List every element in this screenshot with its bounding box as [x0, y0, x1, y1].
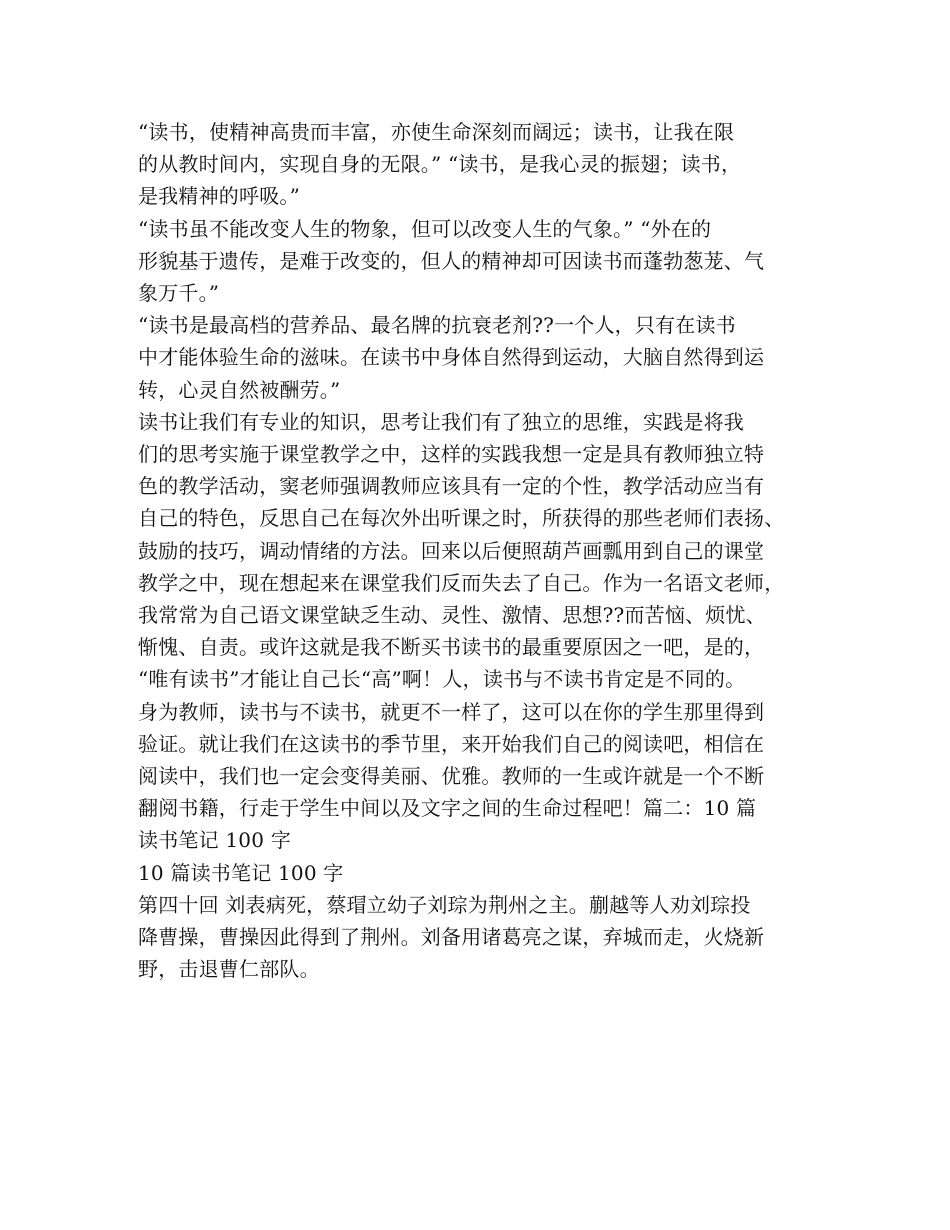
- text-line: “读书是最高档的营养品、最名牌的抗衰老剂??一个人，只有在读书: [138, 313, 736, 338]
- text-line: “读书虽不能改变人生的物象，但可以改变人生的气象。” “外在的: [138, 216, 712, 241]
- text-line: 色的教学活动，窦老师强调教师应该具有一定的个性，教学活动应当有: [138, 474, 765, 499]
- text-line: 野，击退曹仁部队。: [138, 957, 320, 982]
- paragraph-quote-1: [138, 116, 814, 213]
- text-line: 转，心灵自然被酬劳。”: [138, 377, 341, 402]
- text-line: 翻阅书籍，行走于学生中间以及文字之间的生命过程吧！篇二：10 篇: [138, 796, 757, 821]
- text-line: 象万千。”: [138, 281, 220, 306]
- text-line: 自己的特色，反思自己在每次外出听课之时，所获得的那些老师们表扬、: [138, 506, 785, 531]
- text-line: 第四十回 刘表病死，蔡瑁立幼子刘琮为荆州之主。蒯越等人劝刘琮投: [138, 892, 751, 917]
- paragraph-quote-2: [138, 213, 814, 310]
- text-line: 惭愧、自责。或许这就是我不断买书读书的最重要原因之一吧，是的，: [138, 635, 765, 660]
- text-line: 的从教时间内，实现自身的无限。” “读书，是我心灵的振翅；读书，: [138, 152, 742, 177]
- text-line: 10 篇读书笔记 100 字: [138, 860, 344, 885]
- text-line: 读书笔记 100 字: [138, 828, 291, 853]
- paragraph-reflection: [138, 406, 814, 857]
- text-line: 阅读中，我们也一定会变得美丽、优雅。教师的一生或许就是一个不断: [138, 764, 765, 789]
- text-line: 身为教师，读书与不读书，就更不一样了，这可以在你的学生那里得到: [138, 699, 765, 724]
- paragraph-chapter-40: [138, 889, 814, 986]
- text-line: 形貌基于遗传，是难于改变的，但人的精神却可因读书而蓬勃葱茏、气: [138, 248, 765, 273]
- text-line: 读书让我们有专业的知识，思考让我们有了独立的思维，实践是将我: [138, 409, 744, 434]
- text-line: “读书，使精神高贵而丰富，亦使生命深刻而阔远；读书，让我在限: [138, 120, 735, 144]
- text-line: 中才能体验生命的滋味。在读书中身体自然得到运动，大脑自然得到运: [138, 345, 765, 370]
- text-line: 验证。就让我们在这读书的季节里，来开始我们自己的阅读吧，相信在: [138, 731, 765, 756]
- text-line: 教学之中，现在想起来在课堂我们反而失去了自己。作为一名语文老师，: [138, 570, 785, 595]
- document-body: [138, 116, 814, 985]
- text-line: 是我精神的呼吸。”: [138, 184, 301, 209]
- text-line: 我常常为自己语文课堂缺乏生动、灵性、激情、思想??而苦恼、烦忧、: [138, 603, 766, 628]
- text-line: 鼓励的技巧，调动情绪的方法。回来以后便照葫芦画瓢用到自己的课堂: [138, 538, 765, 563]
- text-line: “唯有读书”才能让自己长“高”啊！人，读书与不读书肯定是不同的。: [138, 667, 746, 692]
- text-line: 降曹操，曹操因此得到了荆州。刘备用诸葛亮之谋，弃城而走，火烧新: [138, 925, 765, 950]
- section-heading: [138, 857, 814, 889]
- text-line: 们的思考实施于课堂教学之中，这样的实践我想一定是具有教师独立特: [138, 442, 765, 467]
- paragraph-quote-3: [138, 309, 814, 406]
